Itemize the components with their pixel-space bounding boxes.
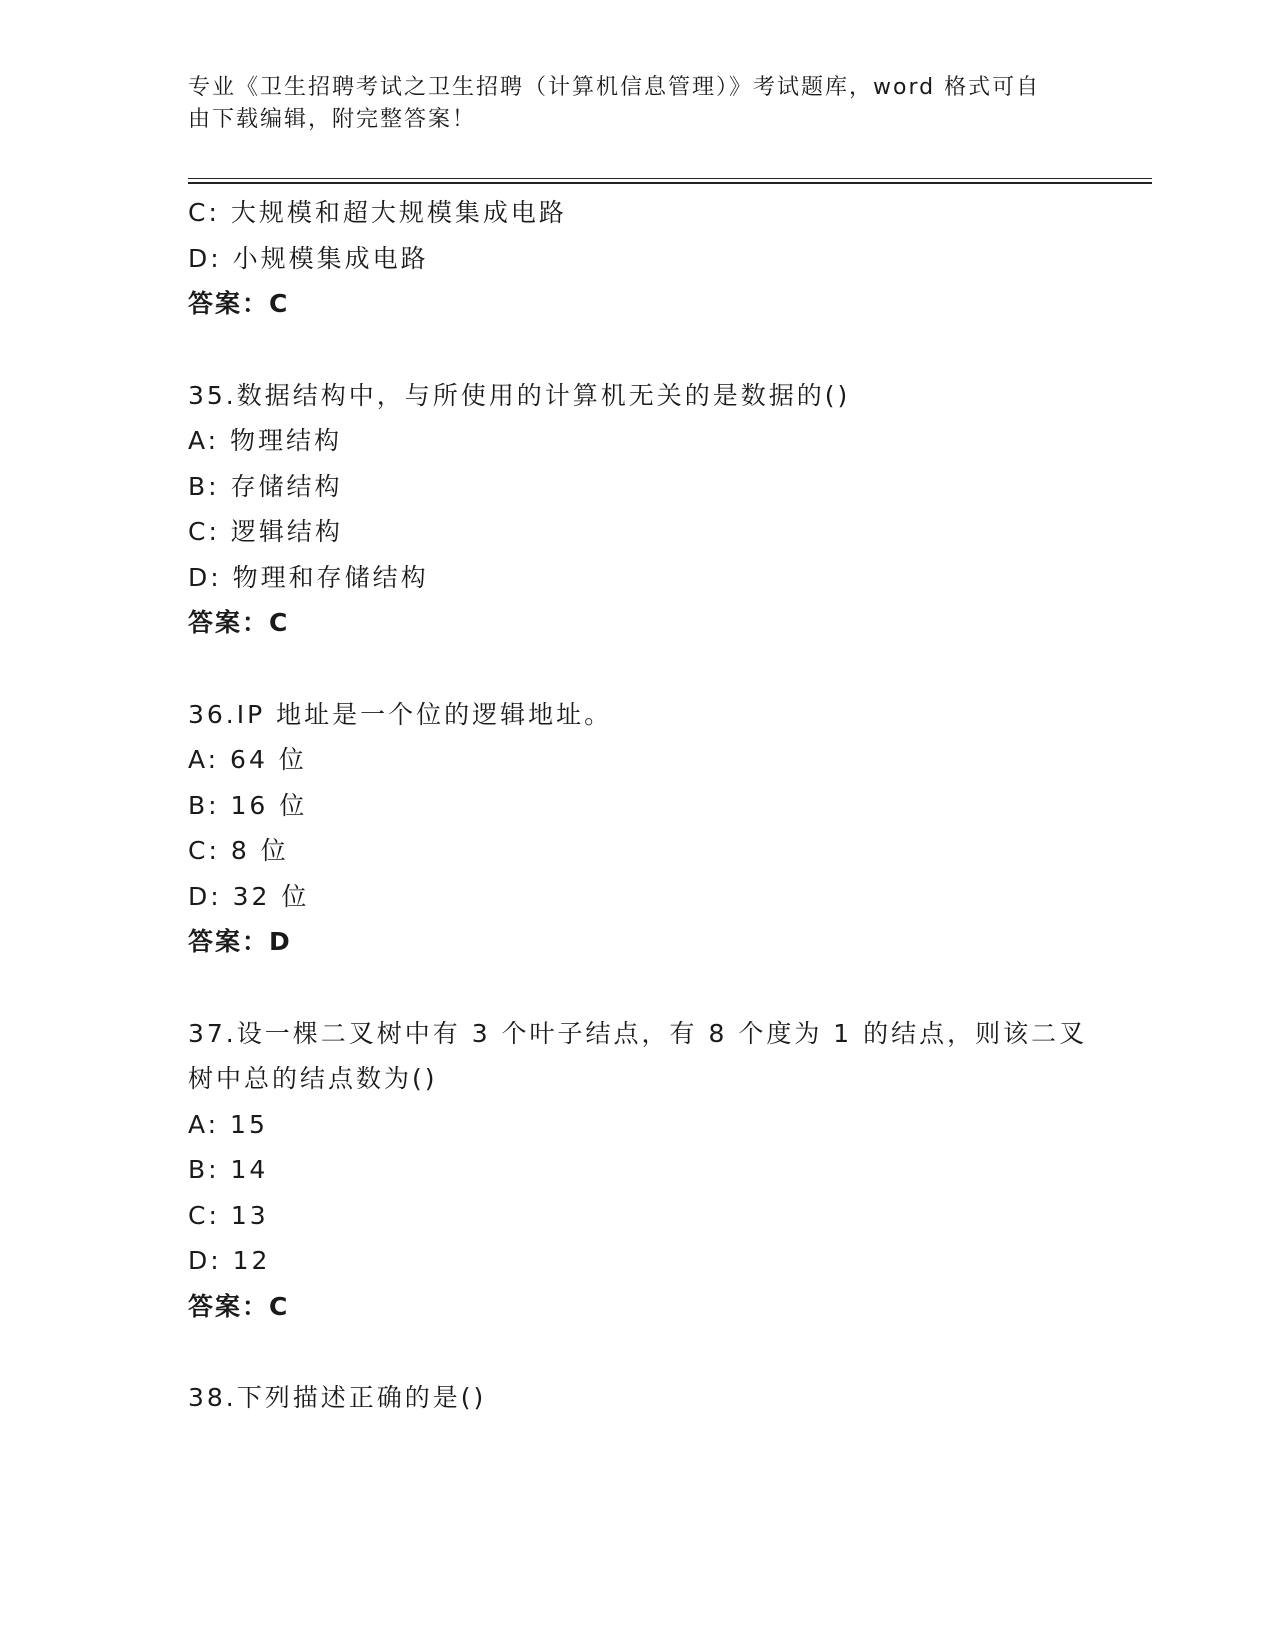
question-37-option-b: B: 14	[188, 1155, 269, 1184]
answer: 答案：C	[188, 289, 290, 318]
question-37-option-c: C: 13	[188, 1200, 269, 1230]
question-35-answer: 答案：C	[188, 608, 290, 637]
question-37-option-d: D: 12	[188, 1246, 271, 1275]
question-38-text: 38.下列描述正确的是()	[188, 1383, 487, 1412]
question-36-option-c: C: 8 位	[188, 836, 289, 865]
question-35-option-c: C: 逻辑结构	[188, 517, 343, 546]
question-35-option-d: D: 物理和存储结构	[188, 562, 429, 592]
question-37-option-a: A: 15	[188, 1109, 268, 1139]
question-37-text-line-2: 树中总的结点数为()	[188, 1064, 438, 1093]
question-37-text-line-1: 37.设一棵二叉树中有 3 个叶子结点，有 8 个度为 1 的结点，则该二叉	[188, 1018, 1088, 1048]
question-35-option-b: B: 存储结构	[188, 471, 343, 501]
header-rule-thin	[188, 178, 1152, 179]
option-c: C: 大规模和超大规模集成电路	[188, 198, 567, 227]
header-rule-thick	[188, 182, 1152, 184]
question-36-text: 36.IP 地址是一个位的逻辑地址。	[188, 699, 613, 729]
header-line-2: 由下载编辑，附完整答案！	[188, 107, 477, 132]
question-36-option-b: B: 16 位	[188, 790, 308, 820]
question-37-answer: 答案：C	[188, 1291, 290, 1321]
option-d: D: 小规模集成电路	[188, 243, 429, 273]
question-36-answer: 答案：D	[188, 927, 292, 956]
question-36-option-d: D: 32 位	[188, 881, 310, 911]
header-line-1: 专业《卫生招聘考试之卫生招聘（计算机信息管理）》考试题库，word 格式可自	[188, 75, 1041, 100]
question-list	[188, 190, 1088, 1421]
question-35-text: 35.数据结构中，与所使用的计算机无关的是数据的()	[188, 380, 851, 410]
document-header	[188, 72, 1088, 136]
question-36-option-a: A: 64 位	[188, 745, 307, 774]
question-35-option-a: A: 物理结构	[188, 426, 343, 455]
